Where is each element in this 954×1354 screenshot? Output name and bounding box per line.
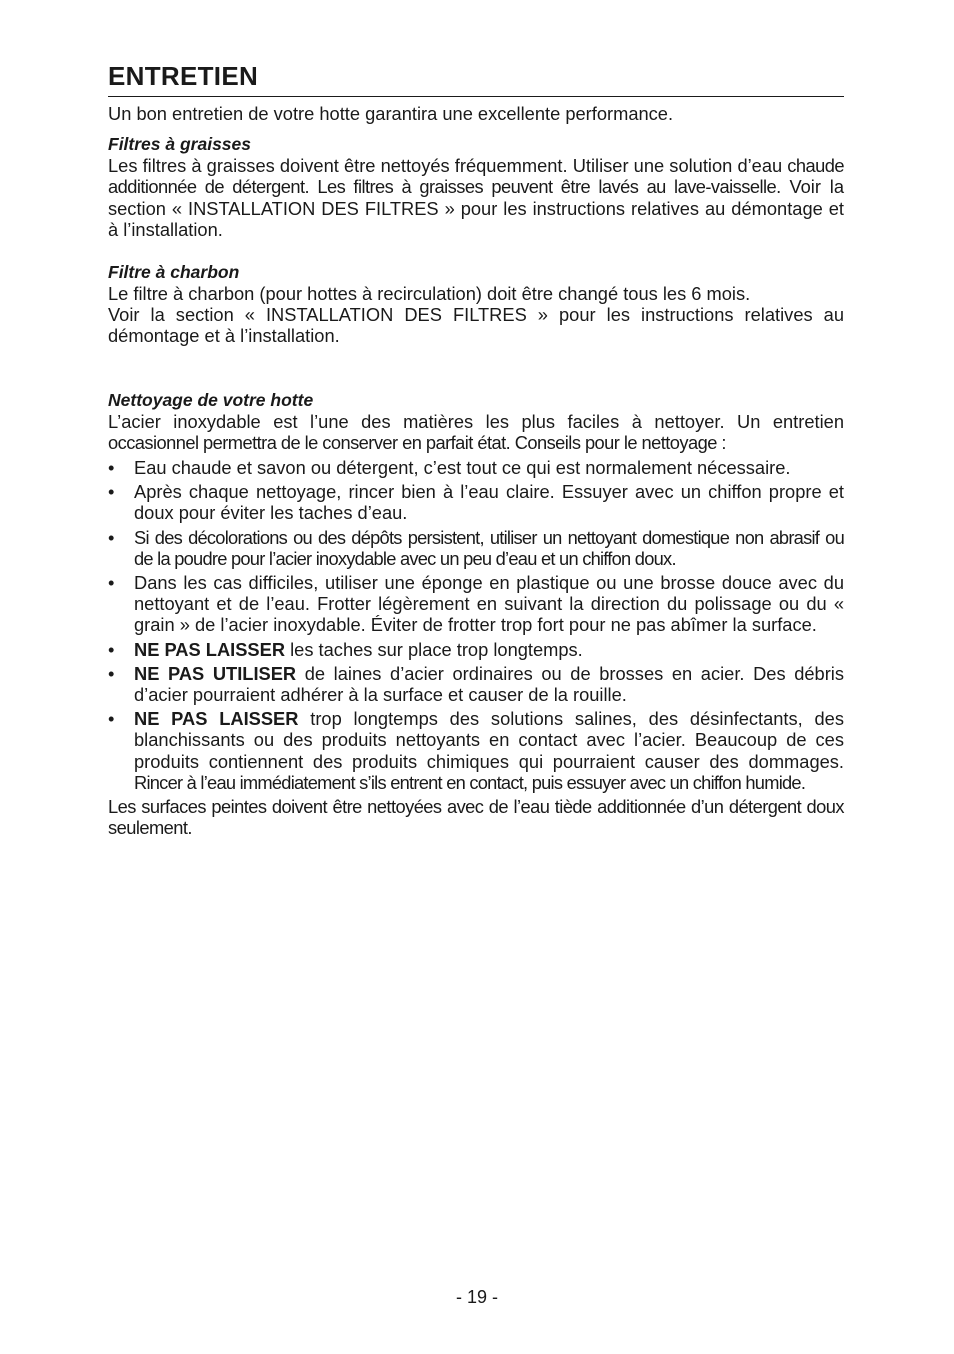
page-number: - 19 -	[455, 1287, 498, 1307]
page-content	[108, 58, 844, 838]
list-item: • Si des décolorations ou des dépôts persistent, utiliser un nettoyant domestique non abrasif ou de la poudre pour l’acier inoxydable avec un peu d’eau et un chiffon doux.	[108, 527, 844, 569]
cleaning-tips-list	[108, 457, 844, 793]
section-title-grease-filters: Filtres à graisses	[108, 134, 251, 155]
closing-text: Les surfaces peintes doivent être nettoyées avec de l’eau tiède additionnée d’un détergent doux seulement.	[108, 796, 844, 839]
list-item: • Après chaque nettoyage, rincer bien à l’eau claire. Essuyer avec un chiffon propre et doux pour éviter les taches d’eau.	[108, 481, 844, 523]
section-title-cleaning: Nettoyage de votre hotte	[108, 389, 314, 410]
list-item: • Dans les cas difficiles, utiliser une éponge en plastique ou une brosse douce avec du nettoyant et de l’eau. Frotter légèrement en suivant la direction du polissage ou du « grain » de l’acier inoxydable. Éviter de frotter trop fort pour ne pas abîmer la surface.	[108, 572, 844, 636]
list-item: • NE PAS LAISSER trop longtemps des solutions salines, des désinfectants, des blanchissants ou des produits nettoyants en contact avec l’acier. Beaucoup de ces produits contiennent des produits chimiques qui pourraient causer des dommages. Rincer à l’eau immédiatement s’ils entrent en contact, puis essuyer avec un chiffon humide.	[108, 708, 844, 793]
list-item: • NE PAS UTILISER de laines d’acier ordinaires ou de brosses en acier. Des débris d’acier pourraient adhérer à la surface et causer de la rouille.	[108, 663, 844, 705]
section-text: Les filtres à graisses doivent être nettoyés fréquemment. Utiliser une solution d’eau chaude additionnée de détergent. Les filtres à graisses peuvent être lavés au lave-vaisselle. Voir la section « INSTALLATION DES FILTRES » pour les instructions relatives au démontage et à l’installation.	[108, 155, 844, 240]
page-title: ENTRETIEN	[108, 58, 844, 97]
section-text: Le filtre à charbon (pour hottes à recirculation) doit être changé tous les 6 mois. Voir la section « INSTALLATION DES FILTRES » pour les instructions relatives au démontage et à l’installation.	[108, 283, 844, 347]
intro-text: Un bon entretien de votre hotte garantira une excellente performance.	[108, 103, 674, 124]
list-item: • Eau chaude et savon ou détergent, c’est tout ce qui est normalement nécessaire.	[108, 457, 844, 478]
section-title-charcoal-filter: Filtre à charbon	[108, 262, 240, 283]
section-text: L’acier inoxydable est l’une des matières les plus faciles à nettoyer. Un entretien occasionnel permettra de le conserver en parfait état. Conseils pour le nettoyage :	[108, 410, 844, 453]
list-item: • NE PAS LAISSER les taches sur place trop longtemps.	[108, 639, 844, 660]
